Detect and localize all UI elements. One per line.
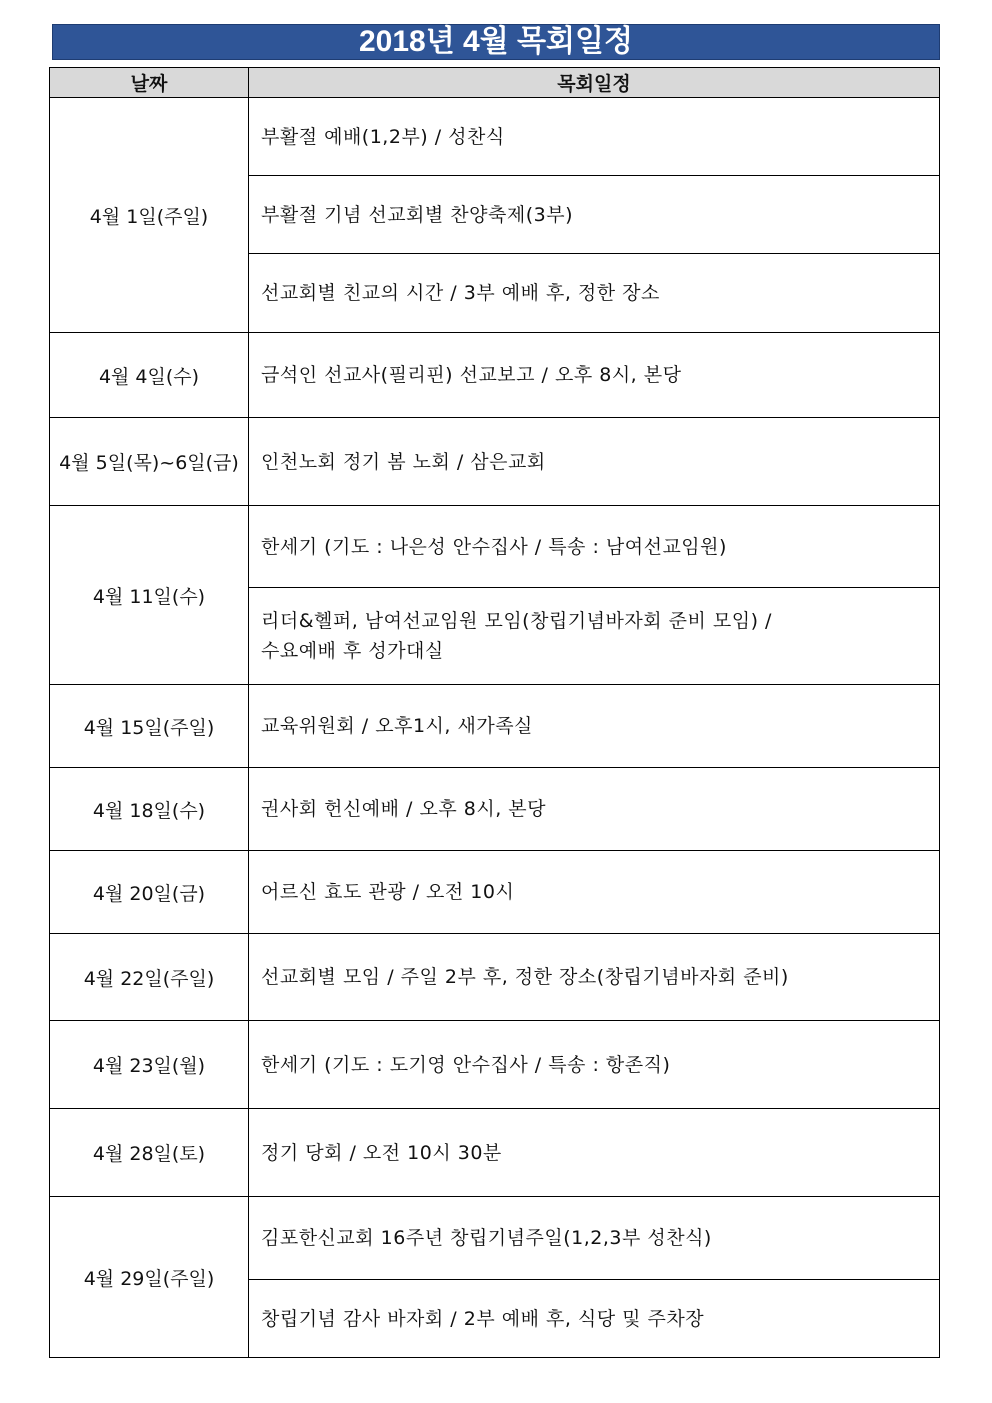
event-text: 김포한신교회 16주년 창립기념주일(1,2,3부 성찬식) [261,1227,712,1249]
date-cell: 4월 20일(금) [50,851,249,934]
table-row [50,506,940,588]
event-text: 부활절 예배(1,2부) / 성찬식 [261,125,505,148]
event-text: 인천노회 정기 봄 노회 / 삼은교회 [261,450,546,473]
schedule-table [49,67,940,1358]
date-cell: 4월 5일(목)~6일(금) [50,418,249,506]
event-text: 선교회별 친교의 시간 / 3부 예배 후, 정한 장소 [261,282,660,304]
date-cell: 4월 28일(토) [50,1109,249,1197]
date-cell: 4월 23일(월) [50,1021,249,1109]
event-cell [249,176,940,254]
event-cell [249,506,940,588]
date-cell: 4월 18일(수) [50,768,249,851]
event-text: 리더&헬퍼, 남여선교임원 모임(창립기념바자회 준비 모임) / [261,610,772,632]
event-cell [249,1021,940,1109]
table-row [50,333,940,418]
event-text: 수요예배 후 성가대실 [261,640,444,662]
event-cell [249,768,940,851]
event-text: 교육위원회 / 오후1시, 새가족실 [261,715,533,737]
event-cell [249,1109,940,1197]
event-cell [249,333,940,418]
table-row [50,1109,940,1197]
event-text: 권사회 헌신예배 / 오후 8시, 본당 [261,798,546,820]
table-row [50,851,940,934]
event-text: 선교회별 모임 / 주일 2부 후, 정한 장소(창립기념바자회 준비) [261,966,789,988]
table-row [50,1197,940,1280]
table-row [50,418,940,506]
event-cell [249,418,940,506]
event-text: 부활절 기념 선교회별 찬양축제(3부) [261,203,573,226]
page-title: 2018년 4월 목회일정 [52,24,940,60]
table-row [50,934,940,1021]
date-cell: 4월 29일(주일) [50,1197,249,1358]
event-cell [249,851,940,934]
schedule-body [50,98,940,1358]
event-cell [249,1280,940,1358]
event-text: 정기 당회 / 오전 10시 30분 [261,1141,502,1164]
date-header: 날짜 [50,68,249,98]
table-row [50,685,940,768]
table-row [50,1021,940,1109]
event-text: 한세기 (기도 : 나은성 안수집사 / 특송 : 남여선교임원) [261,535,727,558]
event-cell [249,254,940,333]
event-cell [249,588,940,685]
date-cell: 4월 22일(주일) [50,934,249,1021]
event-text: 한세기 (기도 : 도기영 안수집사 / 특송 : 항존직) [261,1053,671,1076]
date-cell: 4월 15일(주일) [50,685,249,768]
event-text: 금석인 선교사(필리핀) 선교보고 / 오후 8시, 본당 [261,364,682,386]
event-text: 어르신 효도 관광 / 오전 10시 [261,881,515,903]
event-cell [249,98,940,176]
event-text: 창립기념 감사 바자회 / 2부 예배 후, 식당 및 주차장 [261,1307,705,1330]
event-cell [249,685,940,768]
date-cell: 4월 4일(수) [50,333,249,418]
schedule-header: 목회일정 [249,68,940,98]
date-cell: 4월 1일(주일) [50,98,249,333]
date-cell: 4월 11일(수) [50,506,249,685]
table-row [50,98,940,176]
table-row [50,768,940,851]
header-row [50,68,940,98]
event-cell [249,934,940,1021]
event-cell [249,1197,940,1280]
